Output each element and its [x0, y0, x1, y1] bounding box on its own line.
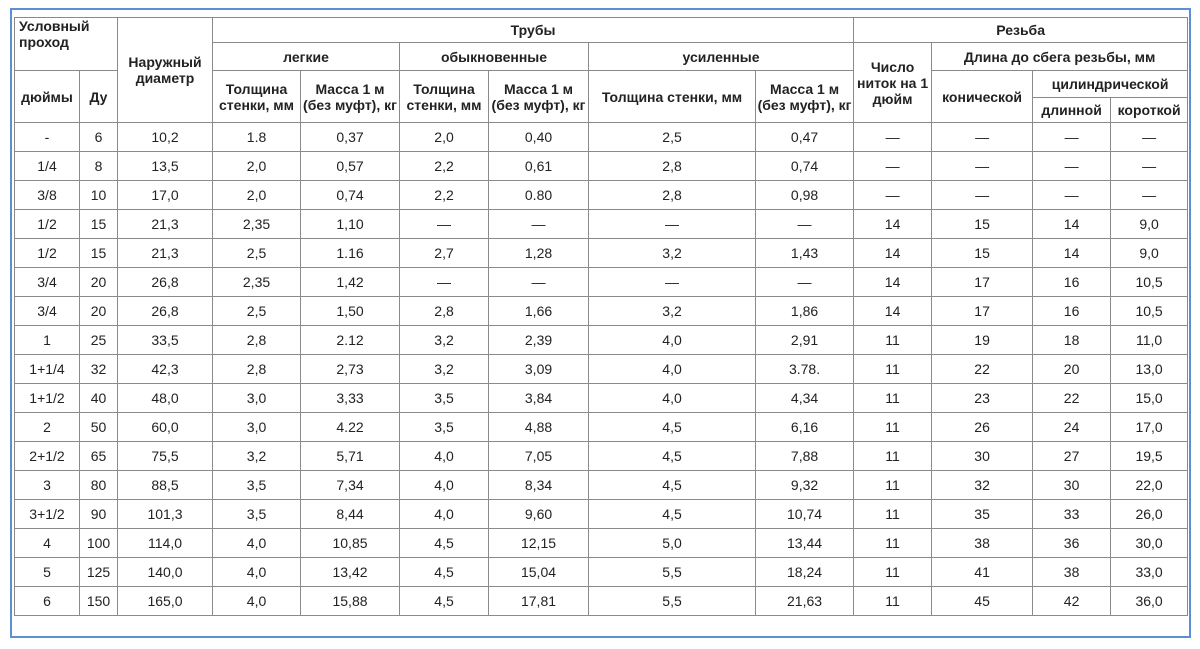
cell-light-wall: 3,0	[213, 384, 301, 413]
cell-ordinary-wall: 2,7	[400, 239, 489, 268]
header-threads-per-inch: Число ниток на 1 дюйм	[854, 43, 932, 123]
cell-ordinary-wall: 4,5	[400, 529, 489, 558]
header-outer-diameter: Наружный диаметр	[118, 18, 213, 123]
cell-ordinary-wall: 4,5	[400, 558, 489, 587]
header-short: короткой	[1111, 98, 1188, 123]
cell-ordinary-wall: —	[400, 268, 489, 297]
cell-cylindrical-short: 17,0	[1111, 413, 1188, 442]
cell-cylindrical-short: 10,5	[1111, 297, 1188, 326]
table-row	[15, 297, 1188, 326]
cell-threads-per-inch: 11	[854, 587, 932, 616]
cell-conical-length: 32	[932, 471, 1033, 500]
cell-du: 8	[80, 152, 118, 181]
cell-ordinary-mass: 0,61	[489, 152, 589, 181]
cell-outer-diameter: 75,5	[118, 442, 213, 471]
cell-cylindrical-long: 33	[1033, 500, 1111, 529]
cell-reinforced-wall: 4,0	[589, 355, 756, 384]
cell-inches: 3+1/2	[15, 500, 80, 529]
cell-cylindrical-long: —	[1033, 152, 1111, 181]
cell-ordinary-mass: 17,81	[489, 587, 589, 616]
header-ordinary-mass: Масса 1 м (без муфт), кг	[489, 71, 589, 123]
cell-threads-per-inch: 11	[854, 442, 932, 471]
table-header	[15, 18, 1188, 123]
cell-light-mass: 8,44	[301, 500, 400, 529]
cell-light-mass: 1,10	[301, 210, 400, 239]
cell-threads-per-inch: —	[854, 152, 932, 181]
cell-light-mass: 4.22	[301, 413, 400, 442]
cell-reinforced-wall: 3,2	[589, 239, 756, 268]
cell-light-wall: 4,0	[213, 587, 301, 616]
cell-light-wall: 2,8	[213, 326, 301, 355]
cell-light-mass: 2,73	[301, 355, 400, 384]
cell-ordinary-mass: 3,09	[489, 355, 589, 384]
cell-reinforced-wall: 4,0	[589, 384, 756, 413]
cell-reinforced-mass: 0,47	[756, 123, 854, 152]
cell-du: 15	[80, 210, 118, 239]
table-row	[15, 152, 1188, 181]
cell-light-mass: 1,50	[301, 297, 400, 326]
cell-light-mass: 0,37	[301, 123, 400, 152]
cell-light-wall: 3,2	[213, 442, 301, 471]
header-pipes: Трубы	[213, 18, 854, 43]
cell-cylindrical-short: 13,0	[1111, 355, 1188, 384]
cell-light-mass: 3,33	[301, 384, 400, 413]
header-light-mass: Масса 1 м (без муфт), кг	[301, 71, 400, 123]
cell-conical-length: 38	[932, 529, 1033, 558]
cell-inches: 3/8	[15, 181, 80, 210]
cell-inches: 1	[15, 326, 80, 355]
cell-cylindrical-long: 18	[1033, 326, 1111, 355]
table-body	[15, 123, 1188, 616]
cell-du: 25	[80, 326, 118, 355]
cell-ordinary-mass: —	[489, 268, 589, 297]
cell-threads-per-inch: 11	[854, 471, 932, 500]
cell-reinforced-wall: 2,5	[589, 123, 756, 152]
cell-outer-diameter: 26,8	[118, 297, 213, 326]
table-row	[15, 413, 1188, 442]
cell-cylindrical-long: 16	[1033, 297, 1111, 326]
cell-du: 80	[80, 471, 118, 500]
cell-cylindrical-long: —	[1033, 181, 1111, 210]
cell-conical-length: 45	[932, 587, 1033, 616]
header-thread: Резьба	[854, 18, 1188, 43]
table-row	[15, 268, 1188, 297]
header-du: Ду	[80, 71, 118, 123]
table-row	[15, 239, 1188, 268]
header-light: легкие	[213, 43, 400, 71]
cell-ordinary-mass: 8,34	[489, 471, 589, 500]
cell-du: 125	[80, 558, 118, 587]
cell-reinforced-mass: 18,24	[756, 558, 854, 587]
cell-cylindrical-short: —	[1111, 181, 1188, 210]
cell-inches: 5	[15, 558, 80, 587]
cell-cylindrical-short: —	[1111, 123, 1188, 152]
cell-ordinary-mass: 0.80	[489, 181, 589, 210]
table-row	[15, 181, 1188, 210]
cell-light-mass: 5,71	[301, 442, 400, 471]
cell-cylindrical-long: 30	[1033, 471, 1111, 500]
header-cylindrical: цилиндрической	[1033, 71, 1188, 98]
cell-reinforced-mass: 1,43	[756, 239, 854, 268]
cell-du: 15	[80, 239, 118, 268]
cell-reinforced-mass: —	[756, 210, 854, 239]
cell-ordinary-mass: 0,40	[489, 123, 589, 152]
cell-threads-per-inch: —	[854, 123, 932, 152]
cell-conical-length: 19	[932, 326, 1033, 355]
cell-cylindrical-long: 20	[1033, 355, 1111, 384]
cell-threads-per-inch: 11	[854, 529, 932, 558]
cell-outer-diameter: 101,3	[118, 500, 213, 529]
cell-du: 50	[80, 413, 118, 442]
table-row	[15, 529, 1188, 558]
cell-reinforced-mass: 4,34	[756, 384, 854, 413]
cell-outer-diameter: 33,5	[118, 326, 213, 355]
cell-inches: 1/2	[15, 239, 80, 268]
cell-threads-per-inch: 14	[854, 239, 932, 268]
cell-light-mass: 10,85	[301, 529, 400, 558]
cell-cylindrical-short: 22,0	[1111, 471, 1188, 500]
cell-outer-diameter: 21,3	[118, 210, 213, 239]
cell-inches: -	[15, 123, 80, 152]
cell-ordinary-mass: 9,60	[489, 500, 589, 529]
cell-outer-diameter: 88,5	[118, 471, 213, 500]
header-inches: дюймы	[15, 71, 80, 123]
cell-cylindrical-long: —	[1033, 123, 1111, 152]
cell-light-wall: 3,0	[213, 413, 301, 442]
cell-reinforced-mass: 10,74	[756, 500, 854, 529]
cell-cylindrical-long: 38	[1033, 558, 1111, 587]
cell-inches: 1/4	[15, 152, 80, 181]
cell-conical-length: 41	[932, 558, 1033, 587]
cell-reinforced-wall: 3,2	[589, 297, 756, 326]
cell-reinforced-mass: 3.78.	[756, 355, 854, 384]
header-ordinary-wall: Толщина стенки, мм	[400, 71, 489, 123]
cell-outer-diameter: 17,0	[118, 181, 213, 210]
cell-du: 20	[80, 268, 118, 297]
header-reinforced: усиленные	[589, 43, 854, 71]
cell-conical-length: 26	[932, 413, 1033, 442]
cell-reinforced-mass: —	[756, 268, 854, 297]
cell-reinforced-mass: 1,86	[756, 297, 854, 326]
cell-du: 40	[80, 384, 118, 413]
cell-ordinary-mass: 4,88	[489, 413, 589, 442]
cell-ordinary-mass: 1,28	[489, 239, 589, 268]
cell-reinforced-wall: —	[589, 210, 756, 239]
cell-light-wall: 4,0	[213, 529, 301, 558]
cell-reinforced-mass: 2,91	[756, 326, 854, 355]
cell-ordinary-mass: 12,15	[489, 529, 589, 558]
cell-inches: 2	[15, 413, 80, 442]
cell-cylindrical-short: 15,0	[1111, 384, 1188, 413]
cell-cylindrical-short: —	[1111, 152, 1188, 181]
cell-outer-diameter: 165,0	[118, 587, 213, 616]
cell-du: 65	[80, 442, 118, 471]
cell-outer-diameter: 140,0	[118, 558, 213, 587]
cell-reinforced-mass: 13,44	[756, 529, 854, 558]
cell-reinforced-wall: 2,8	[589, 181, 756, 210]
cell-cylindrical-long: 42	[1033, 587, 1111, 616]
cell-du: 90	[80, 500, 118, 529]
cell-ordinary-wall: 4,5	[400, 587, 489, 616]
cell-ordinary-wall: 2,2	[400, 152, 489, 181]
cell-du: 10	[80, 181, 118, 210]
cell-ordinary-wall: —	[400, 210, 489, 239]
cell-light-mass: 13,42	[301, 558, 400, 587]
header-ordinary: обыкновенные	[400, 43, 589, 71]
header-reinforced-mass: Масса 1 м (без муфт), кг	[756, 71, 854, 123]
cell-outer-diameter: 10,2	[118, 123, 213, 152]
cell-threads-per-inch: 14	[854, 297, 932, 326]
cell-du: 150	[80, 587, 118, 616]
cell-ordinary-wall: 2,8	[400, 297, 489, 326]
cell-cylindrical-short: 11,0	[1111, 326, 1188, 355]
cell-cylindrical-short: 9,0	[1111, 210, 1188, 239]
table-row	[15, 587, 1188, 616]
cell-reinforced-wall: 4,0	[589, 326, 756, 355]
cell-conical-length: 17	[932, 297, 1033, 326]
cell-outer-diameter: 114,0	[118, 529, 213, 558]
cell-ordinary-mass: —	[489, 210, 589, 239]
cell-light-mass: 1,42	[301, 268, 400, 297]
table-row	[15, 355, 1188, 384]
cell-cylindrical-short: 19,5	[1111, 442, 1188, 471]
cell-inches: 4	[15, 529, 80, 558]
cell-conical-length: —	[932, 152, 1033, 181]
cell-threads-per-inch: 11	[854, 355, 932, 384]
cell-light-wall: 2,5	[213, 297, 301, 326]
cell-conical-length: 23	[932, 384, 1033, 413]
cell-inches: 3/4	[15, 297, 80, 326]
cell-du: 20	[80, 297, 118, 326]
cell-ordinary-mass: 3,84	[489, 384, 589, 413]
cell-cylindrical-long: 16	[1033, 268, 1111, 297]
cell-reinforced-wall: 5,0	[589, 529, 756, 558]
cell-conical-length: 30	[932, 442, 1033, 471]
cell-cylindrical-long: 24	[1033, 413, 1111, 442]
cell-ordinary-wall: 3,2	[400, 355, 489, 384]
header-conditional-pass: Условный проход	[15, 18, 118, 71]
cell-outer-diameter: 13,5	[118, 152, 213, 181]
cell-reinforced-mass: 9,32	[756, 471, 854, 500]
cell-outer-diameter: 42,3	[118, 355, 213, 384]
cell-du: 32	[80, 355, 118, 384]
cell-cylindrical-short: 10,5	[1111, 268, 1188, 297]
cell-reinforced-wall: 5,5	[589, 587, 756, 616]
cell-light-wall: 2,35	[213, 210, 301, 239]
cell-inches: 1/2	[15, 210, 80, 239]
cell-inches: 6	[15, 587, 80, 616]
cell-threads-per-inch: 11	[854, 384, 932, 413]
cell-threads-per-inch: 11	[854, 558, 932, 587]
table-row	[15, 123, 1188, 152]
cell-cylindrical-short: 9,0	[1111, 239, 1188, 268]
cell-ordinary-wall: 3,5	[400, 413, 489, 442]
cell-reinforced-mass: 0,74	[756, 152, 854, 181]
cell-outer-diameter: 48,0	[118, 384, 213, 413]
table-row	[15, 384, 1188, 413]
cell-reinforced-wall: 4,5	[589, 471, 756, 500]
cell-ordinary-mass: 15,04	[489, 558, 589, 587]
cell-light-wall: 2,0	[213, 152, 301, 181]
cell-ordinary-wall: 3,2	[400, 326, 489, 355]
cell-light-wall: 3,5	[213, 471, 301, 500]
cell-conical-length: 15	[932, 210, 1033, 239]
pipe-specs-table	[14, 17, 1188, 616]
table-row	[15, 558, 1188, 587]
cell-light-mass: 15,88	[301, 587, 400, 616]
table-row	[15, 210, 1188, 239]
table-row	[15, 500, 1188, 529]
cell-threads-per-inch: 11	[854, 413, 932, 442]
cell-conical-length: 15	[932, 239, 1033, 268]
cell-cylindrical-short: 30,0	[1111, 529, 1188, 558]
cell-light-wall: 2,35	[213, 268, 301, 297]
cell-cylindrical-long: 27	[1033, 442, 1111, 471]
cell-reinforced-wall: 4,5	[589, 413, 756, 442]
cell-light-wall: 2,8	[213, 355, 301, 384]
cell-reinforced-wall: 4,5	[589, 442, 756, 471]
cell-inches: 1+1/2	[15, 384, 80, 413]
cell-light-mass: 0,74	[301, 181, 400, 210]
cell-threads-per-inch: 11	[854, 500, 932, 529]
cell-reinforced-wall: 5,5	[589, 558, 756, 587]
cell-light-mass: 1.16	[301, 239, 400, 268]
table-frame	[10, 8, 1191, 638]
cell-conical-length: 22	[932, 355, 1033, 384]
cell-reinforced-mass: 7,88	[756, 442, 854, 471]
cell-inches: 3	[15, 471, 80, 500]
cell-cylindrical-long: 36	[1033, 529, 1111, 558]
cell-cylindrical-long: 22	[1033, 384, 1111, 413]
cell-ordinary-wall: 3,5	[400, 384, 489, 413]
header-long: длинной	[1033, 98, 1111, 123]
cell-cylindrical-long: 14	[1033, 210, 1111, 239]
cell-reinforced-mass: 0,98	[756, 181, 854, 210]
cell-du: 6	[80, 123, 118, 152]
cell-outer-diameter: 26,8	[118, 268, 213, 297]
cell-ordinary-wall: 2,0	[400, 123, 489, 152]
cell-outer-diameter: 60,0	[118, 413, 213, 442]
cell-cylindrical-long: 14	[1033, 239, 1111, 268]
cell-inches: 2+1/2	[15, 442, 80, 471]
cell-light-wall: 2,5	[213, 239, 301, 268]
cell-inches: 3/4	[15, 268, 80, 297]
cell-ordinary-mass: 7,05	[489, 442, 589, 471]
cell-threads-per-inch: 14	[854, 268, 932, 297]
cell-cylindrical-short: 36,0	[1111, 587, 1188, 616]
cell-outer-diameter: 21,3	[118, 239, 213, 268]
cell-du: 100	[80, 529, 118, 558]
table-row	[15, 471, 1188, 500]
cell-threads-per-inch: —	[854, 181, 932, 210]
cell-light-mass: 2.12	[301, 326, 400, 355]
cell-light-wall: 2,0	[213, 181, 301, 210]
header-length-to-runout: Длина до сбега резьбы, мм	[932, 43, 1188, 71]
cell-reinforced-mass: 21,63	[756, 587, 854, 616]
cell-conical-length: 35	[932, 500, 1033, 529]
cell-reinforced-wall: —	[589, 268, 756, 297]
cell-threads-per-inch: 11	[854, 326, 932, 355]
cell-conical-length: —	[932, 181, 1033, 210]
cell-light-mass: 0,57	[301, 152, 400, 181]
cell-ordinary-wall: 4,0	[400, 500, 489, 529]
cell-light-wall: 4,0	[213, 558, 301, 587]
cell-reinforced-wall: 2,8	[589, 152, 756, 181]
cell-ordinary-mass: 2,39	[489, 326, 589, 355]
cell-light-wall: 1.8	[213, 123, 301, 152]
cell-light-wall: 3,5	[213, 500, 301, 529]
cell-reinforced-wall: 4,5	[589, 500, 756, 529]
cell-ordinary-wall: 4,0	[400, 471, 489, 500]
header-light-wall: Толщина стенки, мм	[213, 71, 301, 123]
table-row	[15, 326, 1188, 355]
cell-ordinary-wall: 2,2	[400, 181, 489, 210]
cell-reinforced-mass: 6,16	[756, 413, 854, 442]
table-row	[15, 442, 1188, 471]
header-reinforced-wall: Толщина стенки, мм	[589, 71, 756, 123]
cell-inches: 1+1/4	[15, 355, 80, 384]
cell-light-mass: 7,34	[301, 471, 400, 500]
cell-conical-length: —	[932, 123, 1033, 152]
header-conical: конической	[932, 71, 1033, 123]
cell-cylindrical-short: 33,0	[1111, 558, 1188, 587]
cell-ordinary-wall: 4,0	[400, 442, 489, 471]
cell-conical-length: 17	[932, 268, 1033, 297]
cell-threads-per-inch: 14	[854, 210, 932, 239]
cell-cylindrical-short: 26,0	[1111, 500, 1188, 529]
cell-ordinary-mass: 1,66	[489, 297, 589, 326]
